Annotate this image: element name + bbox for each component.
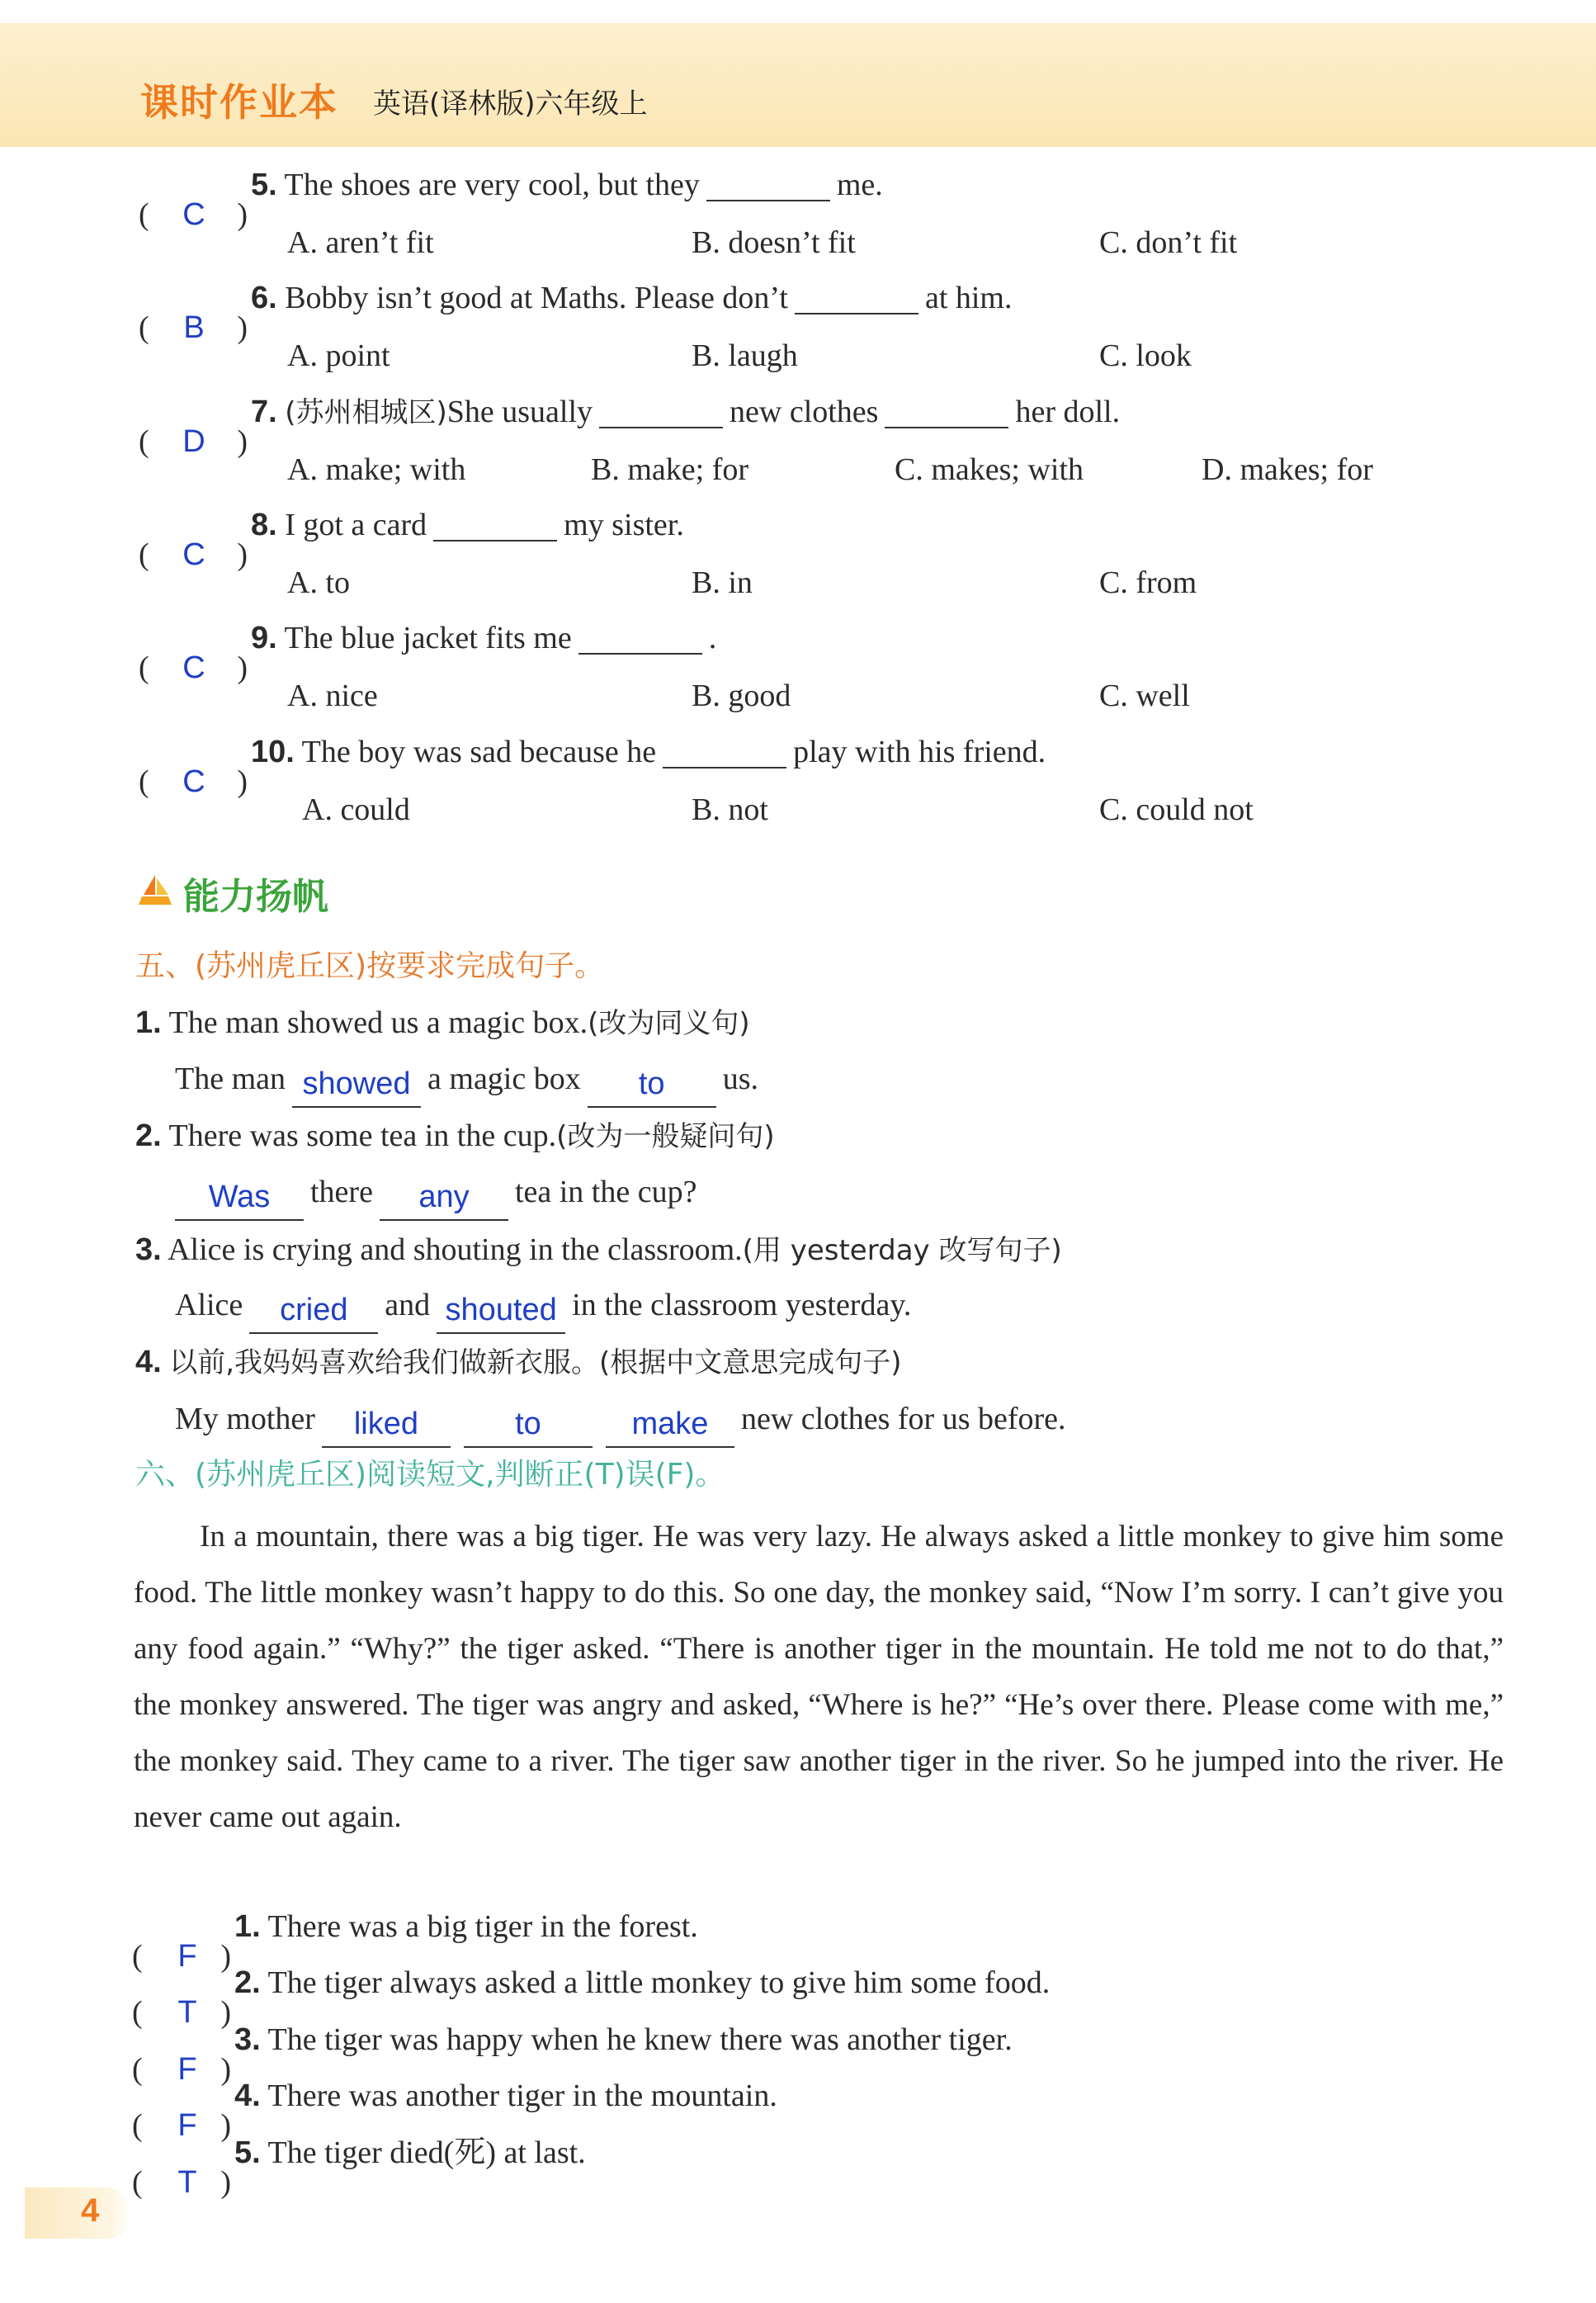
answer-mark: C — [182, 197, 205, 232]
answer-fill: to — [588, 1070, 716, 1108]
answer-fill: make — [606, 1410, 734, 1448]
part5-instruction: 五、(苏州虎丘区)按要求完成句子。 — [135, 949, 605, 983]
tf-question-3: ( F ) 3. The tiger was happy when he knew there was another tiger. — [132, 2020, 1013, 2059]
answer-mark: F — [177, 2108, 197, 2143]
option-a: A. could — [302, 792, 410, 827]
answer-mark: T — [177, 2165, 197, 2200]
reading-passage: In a mountain, there was a big tiger. He was very lazy. He always asked a little monkey to give him some food. The little monkey wasn’t happy to do this. So one day, the monkey said, “Now I’m sorry. I can’t give you any food again.” “Why?” the tiger asked. “There is another tiger in the mountain. He told me not to do that,” the monkey answered. The tiger was angry and asked, “Where is he?” “He’s over there. Please come with me,” the monkey said. They came to a river. The tiger saw another tiger in the river. So he jumped into the river. He never came out again. — [134, 1520, 1504, 1834]
rewrite-answer-2: Was there any tea in the cup? — [168, 1172, 696, 1221]
book-subtitle: 英语(译林版)六年级上 — [373, 87, 648, 121]
option-b: B. in — [692, 565, 753, 600]
answer-mark: C — [182, 650, 205, 685]
answer-mark: C — [182, 764, 205, 799]
option-b: B. good — [692, 679, 791, 713]
rewrite-question-3: 3. Alice is crying and shouting in the classroom.(用 yesterday 改写句子) — [135, 1232, 1062, 1267]
option-c: C. could not — [1099, 792, 1254, 827]
option-b: B. doesn’t fit — [692, 225, 856, 260]
option-c: C. don’t fit — [1099, 225, 1238, 260]
option-d: D. makes; for — [1202, 452, 1373, 487]
option-c: C. from — [1099, 565, 1197, 600]
mc-question-8: ( C ) 8. I got a card my sister. — [139, 505, 684, 545]
mc-question-10: ( C ) 10. The boy was sad because he play with his friend. — [139, 732, 1046, 772]
rewrite-question-4: 4. 以前,我妈妈喜欢给我们做新衣服。(根据中文意思完成句子) — [135, 1345, 902, 1379]
answer-fill: liked — [322, 1410, 451, 1448]
brand-title: 课时作业本 — [140, 80, 338, 125]
rewrite-question-2: 2. There was some tea in the cup.(改为一般疑问句) — [135, 1118, 775, 1153]
option-a: A. point — [287, 338, 390, 373]
answer-mark: C — [182, 537, 205, 572]
option-a: A. nice — [287, 679, 378, 713]
mc-question-6: ( B ) 6. Bobby isn’t good at Maths. Please don’t at him. — [139, 278, 1013, 318]
mc-question-5: ( C ) 5. The shoes are very cool, but they me. — [139, 165, 883, 205]
answer-fill: showed — [292, 1070, 421, 1108]
part6-instruction: 六、(苏州虎丘区)阅读短文,判断正(T)误(F)。 — [135, 1458, 725, 1492]
rewrite-answer-4: My mother liked to make new clothes for us before. — [175, 1399, 1066, 1448]
rewrite-question-1: 1. The man showed us a magic box.(改为同义句) — [135, 1005, 750, 1040]
option-b: B. make; for — [591, 452, 749, 487]
answer-mark: B — [183, 310, 205, 345]
mc-question-9: ( C ) 9. The blue jacket fits me . — [139, 618, 716, 658]
page-number: 4 — [81, 2192, 100, 2229]
option-a: A. to — [287, 565, 350, 600]
option-a: A. aren’t fit — [287, 225, 434, 260]
tf-question-5: ( T ) 5. The tiger died(死) at last. — [132, 2133, 586, 2173]
option-b: B. not — [692, 792, 768, 827]
answer-mark: F — [177, 2052, 197, 2087]
page-number-tab — [25, 2187, 132, 2239]
tf-question-4: ( F ) 4. There was another tiger in the mountain. — [132, 2076, 777, 2116]
option-c: C. well — [1099, 679, 1190, 713]
tf-question-2: ( T ) 2. The tiger always asked a little monkey to give him some food. — [132, 1963, 1050, 2003]
rewrite-answer-1: The man showed a magic box to us. — [175, 1059, 758, 1108]
option-c: C. look — [1099, 338, 1192, 373]
mc-question-7: ( D ) 7. (苏州相城区)She usually new clothes her doll. — [139, 392, 1120, 433]
answer-mark: F — [177, 1939, 197, 1974]
sail-icon — [135, 872, 175, 908]
answer-fill: to — [464, 1410, 593, 1448]
tf-question-1: ( F ) 1. There was a big tiger in the forest. — [132, 1907, 698, 1946]
option-b: B. laugh — [692, 338, 798, 373]
section-title: 能力扬帆 — [183, 876, 328, 918]
answer-fill: any — [380, 1183, 508, 1221]
option-c: C. makes; with — [895, 452, 1084, 487]
answer-fill: shouted — [437, 1296, 565, 1334]
answer-fill: cried — [249, 1296, 378, 1334]
answer-mark: D — [182, 424, 205, 459]
answer-fill: Was — [175, 1183, 304, 1221]
rewrite-answer-3: Alice cried and shouted in the classroom yesterday. — [175, 1285, 911, 1334]
answer-mark: T — [177, 1995, 197, 2030]
option-a: A. make; with — [287, 452, 466, 487]
